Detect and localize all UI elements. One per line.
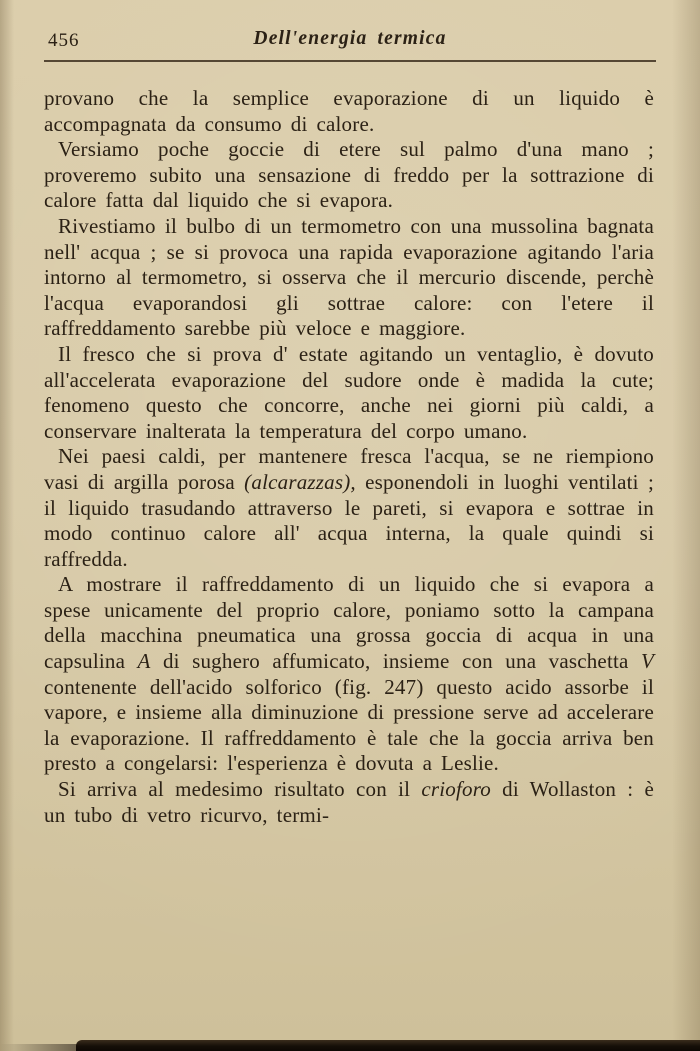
text-run: Il fresco che si prova d' estate agitando un ventaglio, è dovuto all'accelerata evaporazione del sudore onde è madida la cute; fenomeno questo che concorre, anche nei giorni più caldi, a conservare inalterata la temperatura del corpo umano. xyxy=(44,341,654,443)
header-rule xyxy=(44,60,656,62)
text-run: di Wollaston : è un tubo di vetro ricurvo, termi- xyxy=(44,777,654,827)
text-run: Rivestiamo il bulbo di un termometro con una mussolina bagnata nell' acqua ; se si provoca una rapida evaporazione agitando l'aria intorno al termometro, si osserva che il mercurio discende, perchè l'acqua evaporandosi gli sottrae calore: con l'etere il raffreddamento sarebbe più veloce e maggiore. xyxy=(44,213,654,341)
text-run: Si arriva al medesimo risultato con il xyxy=(58,777,422,802)
paragraph xyxy=(44,86,654,137)
page-number: 456 xyxy=(48,30,80,51)
italic-text-run: crioforo xyxy=(421,777,491,802)
paragraph xyxy=(44,572,654,777)
text-run: A mostrare il raffreddamento di un liquido che si evapora a spese unicamente del proprio calore, poniamo sotto la campana della macchina pneumatica una grossa goccia di acqua in una capsulina xyxy=(44,572,654,674)
paragraph xyxy=(44,214,654,342)
paragraph xyxy=(44,444,654,572)
italic-text-run: (alcarazzas), xyxy=(244,469,356,494)
page-body xyxy=(44,86,654,828)
scan-edge-smudge xyxy=(0,1044,80,1051)
text-run: contenente dell'acido solforico (fig. 247) questo acido assorbe il vapore, e insieme alla diminuzione di pressione serve ad accelerare la evaporazione. Il raffreddamento è tale che la goccia arriva ben presto a congelarsi: l'esperienza è dovuta a Leslie. xyxy=(44,674,654,776)
running-title: Dell'energia termica xyxy=(253,28,447,49)
text-run: esponendoli in luoghi ventilati ; il liquido trasudando attraverso le pareti, si evapora e sottrae in modo continuo calore all' acqua interna, la quale quindi si raffredda. xyxy=(44,469,654,571)
text-run: provano che la semplice evaporazione di un liquido è accompagnata da consumo di calore. xyxy=(44,86,654,136)
italic-text-run: V xyxy=(640,649,654,674)
text-run: Nei paesi caldi, per mantenere fresca l'acqua, se ne riempiono vasi di argilla porosa xyxy=(44,444,654,494)
italic-text-run: A xyxy=(137,649,151,674)
scan-edge-bar xyxy=(76,1040,700,1051)
paragraph xyxy=(44,137,654,214)
page-header xyxy=(44,26,656,60)
paragraph xyxy=(44,342,654,444)
paragraph xyxy=(44,777,654,828)
text-run: Versiamo poche goccie di etere sul palmo d'una mano ; proveremo subito una sensazione di freddo per la sottrazione di calore fatta dal liquido che si evapora. xyxy=(44,137,654,213)
text-run: di sughero affumicato, insieme con una vaschetta xyxy=(150,649,641,674)
